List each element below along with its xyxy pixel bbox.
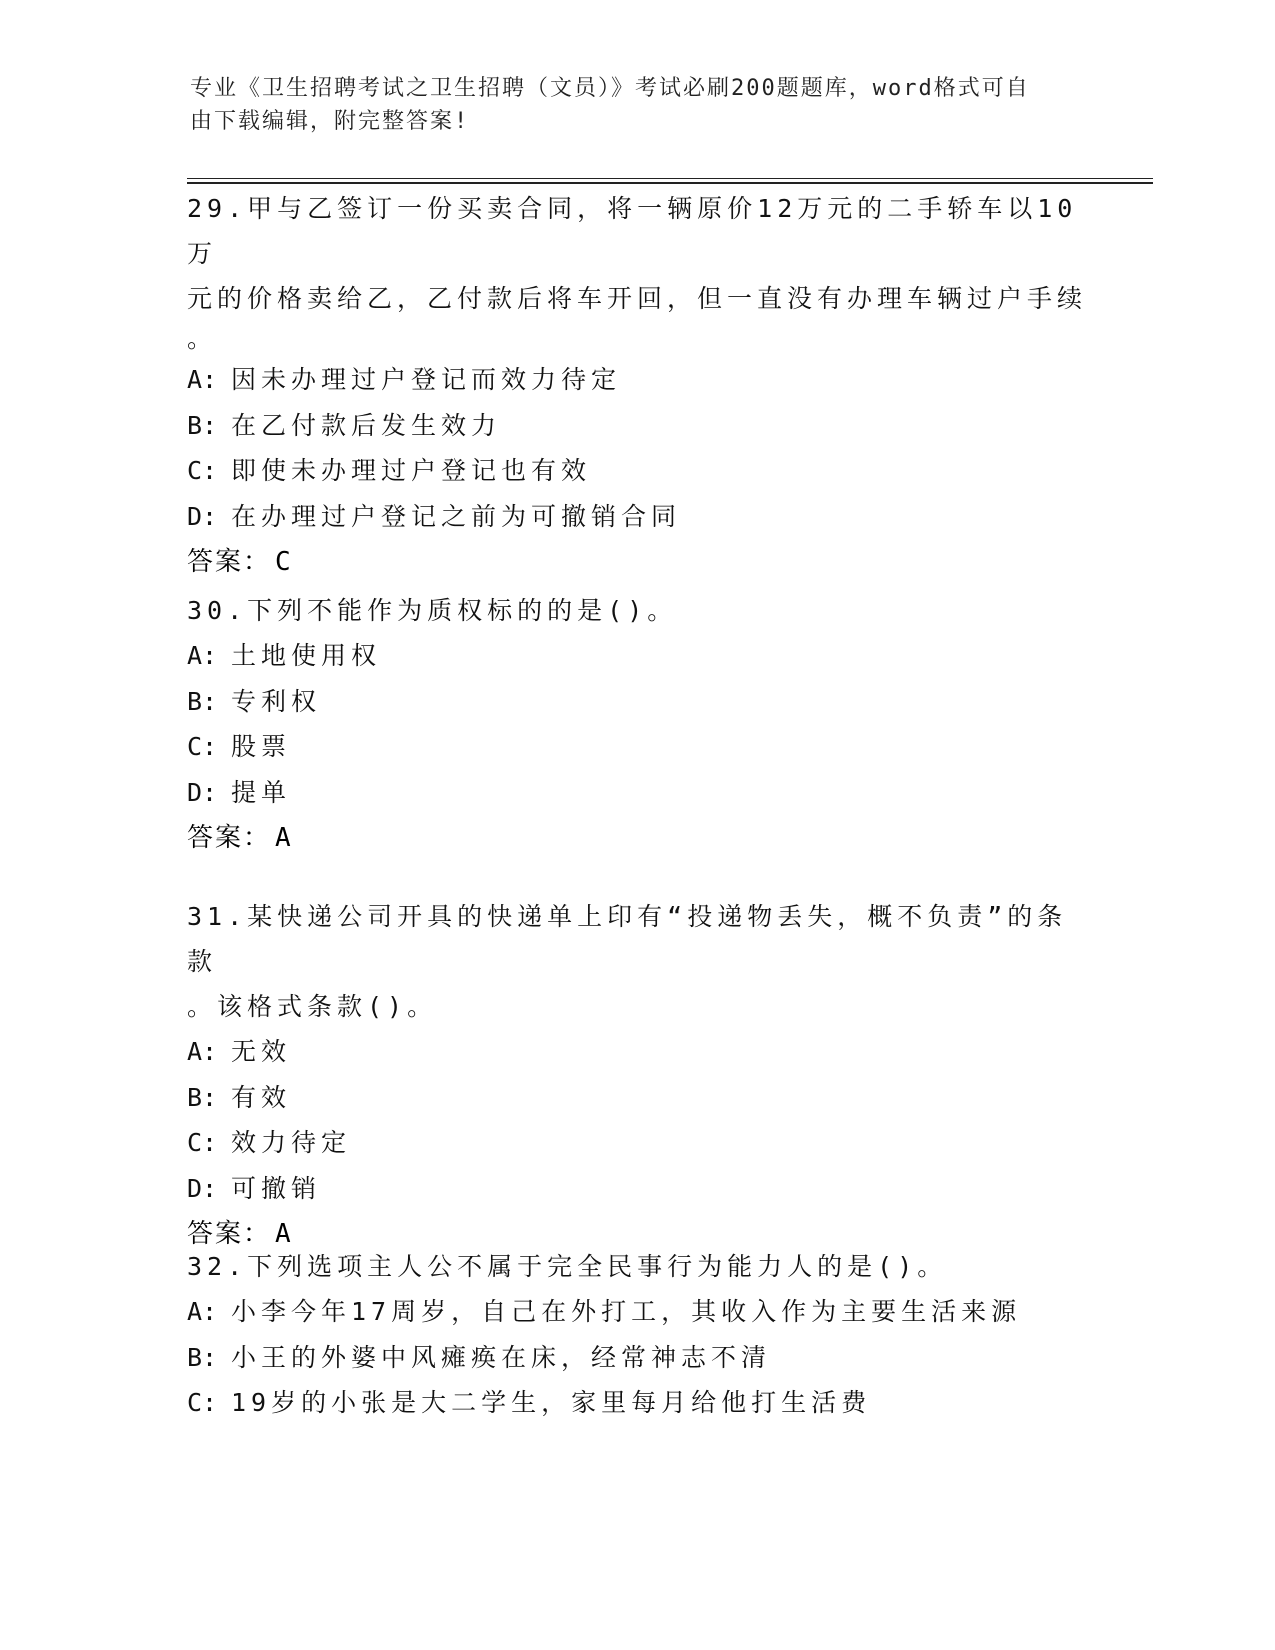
option-d (187, 770, 1087, 816)
option-a (187, 1029, 1087, 1075)
option-a (187, 633, 1087, 679)
option-a (187, 1289, 1087, 1335)
question-stem-line: 30.下列不能作为质权标的的是()。 (187, 596, 678, 625)
header-line-2: 由下载编辑，附完整答案! (190, 109, 470, 134)
option-text: 在乙付款后发生效力 (231, 410, 502, 440)
option-key: A: (187, 1037, 218, 1066)
option-key: D: (187, 1173, 218, 1203)
question-30 (187, 588, 1087, 861)
option-a (187, 357, 1087, 403)
question-31 (187, 894, 1087, 1257)
option-c (187, 724, 1087, 770)
option-key: C: (187, 1388, 218, 1417)
question-stem-line: 31.某快递公司开具的快递单上印有“投递物丢失，概不负责”的条款 (187, 902, 1068, 976)
option-key: A: (187, 365, 218, 394)
option-d (187, 494, 1087, 540)
answer-value: A (275, 1219, 293, 1249)
question-stem-line: 32.下列选项主人公不属于完全民事行为能力人的是()。 (187, 1252, 948, 1281)
option-key: B: (187, 410, 218, 440)
option-key: C: (187, 732, 218, 761)
question-32 (187, 1244, 1087, 1426)
question-29 (187, 186, 1087, 585)
option-text: 19岁的小张是大二学生，家里每月给他打生活费 (231, 1388, 872, 1417)
header-divider-thin (187, 178, 1153, 179)
answer-value: C (275, 547, 293, 577)
option-text: 可撤销 (231, 1173, 322, 1203)
option-text: 小王的外婆中风瘫痪在床，经常神志不清 (231, 1342, 772, 1372)
option-text: 股票 (231, 732, 292, 761)
option-b (187, 1075, 1087, 1121)
option-b (187, 679, 1087, 725)
answer-value: A (275, 823, 293, 853)
option-text: 专利权 (231, 686, 322, 716)
option-key: D: (187, 501, 218, 531)
option-d (187, 1166, 1087, 1212)
header-line-1: 专业《卫生招聘考试之卫生招聘（文员）》考试必刷200题题库，word格式可自 (190, 76, 1030, 101)
option-c (187, 1380, 1087, 1426)
answer-label: 答案： (187, 1219, 272, 1249)
option-key: B: (187, 686, 218, 716)
option-key: B: (187, 1082, 218, 1112)
answer-line (187, 539, 1087, 585)
option-text: 小李今年17周岁，自己在外打工，其收入作为主要生活来源 (231, 1297, 1022, 1326)
question-stem-line: 。该格式条款()。 (187, 992, 438, 1021)
header-divider-thick (187, 182, 1153, 184)
option-b (187, 1335, 1087, 1381)
option-key: B: (187, 1342, 218, 1372)
option-key: A: (187, 641, 218, 670)
option-text: 在办理过户登记之前为可撤销合同 (231, 501, 682, 531)
option-text: 效力待定 (231, 1128, 352, 1157)
option-b (187, 403, 1087, 449)
option-text: 即使未办理过户登记也有效 (231, 456, 592, 485)
question-stem-line: 。 (187, 324, 218, 353)
option-c (187, 448, 1087, 494)
question-stem-line: 元的价格卖给乙，乙付款后将车开回，但一直没有办理车辆过户手续 (187, 284, 1088, 313)
option-key: A: (187, 1297, 218, 1326)
option-text: 提单 (231, 777, 292, 807)
option-text: 因未办理过户登记而效力待定 (231, 365, 622, 394)
question-stem-line: 29.甲与乙签订一份买卖合同，将一辆原价12万元的二手轿车以10万 (187, 194, 1078, 268)
option-key: D: (187, 777, 218, 807)
option-text: 无效 (231, 1037, 292, 1066)
option-c (187, 1120, 1087, 1166)
answer-line (187, 815, 1087, 861)
option-text: 土地使用权 (231, 641, 382, 670)
answer-label: 答案： (187, 823, 272, 853)
option-key: C: (187, 1128, 218, 1157)
answer-label: 答案： (187, 547, 272, 577)
option-key: C: (187, 456, 218, 485)
option-text: 有效 (231, 1082, 292, 1112)
document-header (190, 72, 1070, 138)
